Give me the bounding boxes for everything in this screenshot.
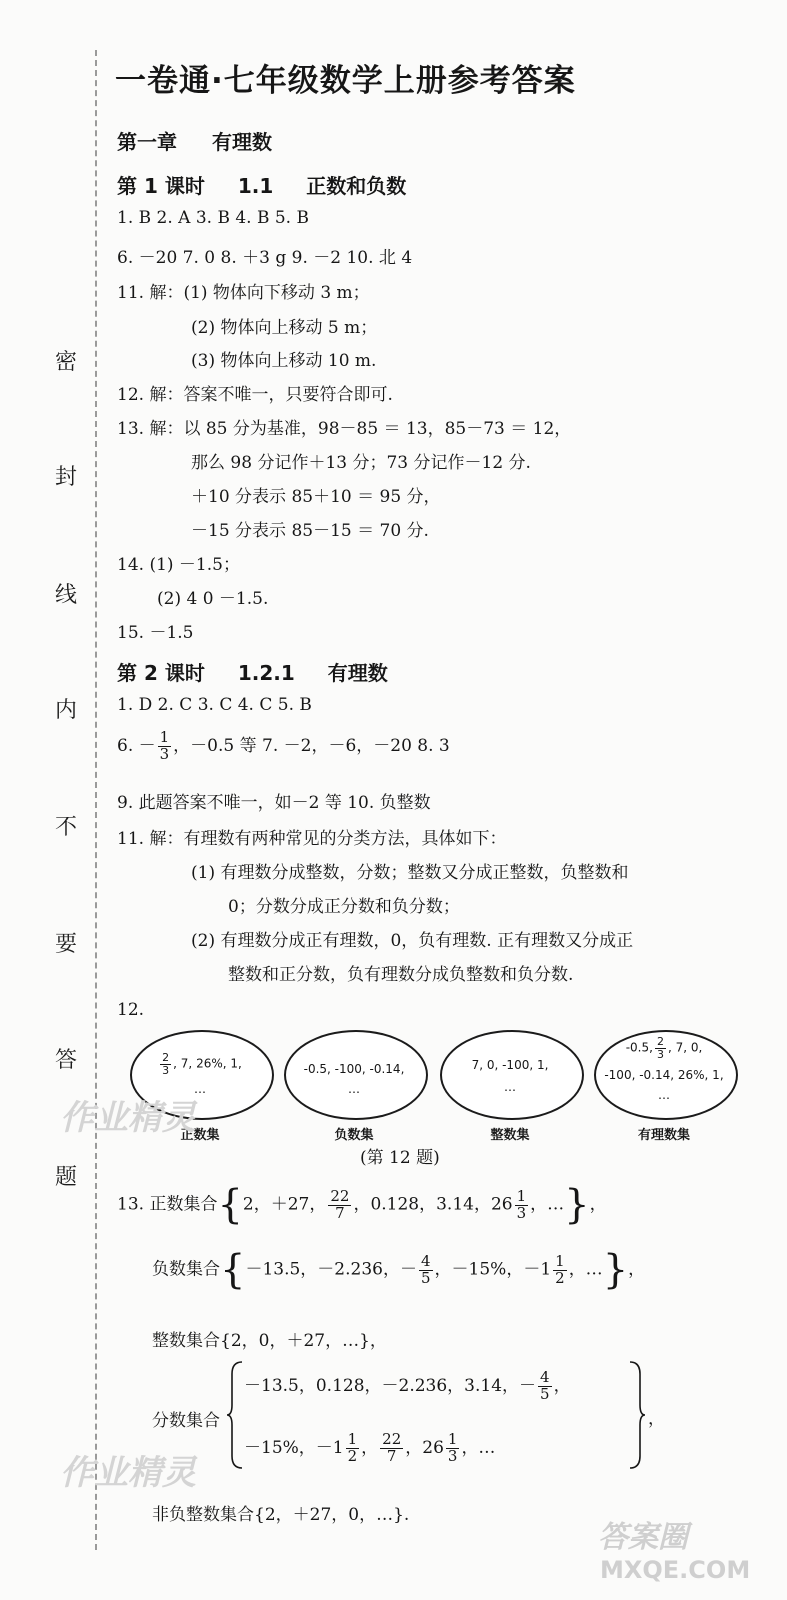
answer-line: 1. D 2. C 3. C 4. C 5. B xyxy=(117,695,312,715)
set-rational-line2: … xyxy=(658,1088,670,1102)
fraction xyxy=(655,1036,666,1060)
watermark-url: MXQE.COM xyxy=(600,1556,751,1584)
lesson1-name: 正数和负数 xyxy=(306,174,407,198)
set-text: 2，＋27， xyxy=(242,1194,327,1215)
set-ellipse-integer xyxy=(440,1030,584,1120)
set-positive-answer xyxy=(117,1182,607,1228)
set-nonneg-answer xyxy=(152,1500,409,1525)
fraction xyxy=(515,1186,529,1222)
set-label: 非负整数集合 xyxy=(152,1505,254,1525)
answer-line: 整数和正分数，负有理数分成负整数和负分数. xyxy=(228,965,574,985)
set-text: 2，＋27，0，… xyxy=(264,1505,394,1525)
set-integer-line1: 7, 0, -100, 1, xyxy=(471,1058,549,1072)
answer-line: (1) 有理数分成整数，分数；整数又分成正整数，负整数和 xyxy=(191,863,629,883)
set-text: , 7, 0, xyxy=(667,1040,703,1055)
set-fraction-row1 xyxy=(244,1370,571,1403)
brace-open: { xyxy=(220,1247,246,1293)
set-text: ， xyxy=(361,1437,379,1458)
set-positive-line2: … xyxy=(194,1082,206,1096)
seal-char: 内 xyxy=(54,698,77,723)
seal-char: 封 xyxy=(54,465,77,490)
fraction xyxy=(419,1251,433,1287)
answer-line: 11. 解：有理数有两种常见的分类方法，具体如下： xyxy=(117,829,507,849)
binding-line xyxy=(95,50,97,1550)
brace-open: { xyxy=(220,1331,231,1351)
numerator: 22 xyxy=(382,1430,402,1448)
denominator: 5 xyxy=(420,1268,431,1287)
lesson2-name: 有理数 xyxy=(327,661,388,685)
answer-line: 14. (1) －1.5； xyxy=(117,555,240,575)
numerator: 4 xyxy=(420,1251,431,1270)
seal-char: 题 xyxy=(54,1165,77,1190)
denominator: 3 xyxy=(162,1063,170,1077)
set-text: ， xyxy=(589,1194,607,1215)
tall-brace-close xyxy=(628,1360,646,1470)
lesson2-heading xyxy=(117,657,388,686)
answer-line: (2) 有理数分成正有理数，0，负有理数. 正有理数又分成正 xyxy=(191,931,634,951)
set-fraction-row2 xyxy=(244,1432,495,1465)
set-label: 整数集合 xyxy=(152,1331,220,1351)
fraction xyxy=(328,1186,351,1222)
answer-line xyxy=(117,730,450,763)
set-integer-line2: … xyxy=(504,1080,516,1094)
set-rational-line0 xyxy=(594,1036,734,1060)
brace-open: { xyxy=(217,1182,243,1228)
fraction xyxy=(553,1251,567,1287)
denominator: 3 xyxy=(159,744,170,763)
denominator: 7 xyxy=(386,1446,397,1465)
set-text: ，… xyxy=(461,1437,496,1458)
watermark-text: 作业精灵 xyxy=(60,1098,196,1138)
answer-line: 那么 98 分记作＋13 分；73 分记作－12 分. xyxy=(191,453,531,473)
answer-line: 13. 解：以 85 分为基准，98－85 ＝ 13，85－73 ＝ 12， xyxy=(117,419,572,439)
set-label-integer: 整数集 xyxy=(490,1128,530,1143)
set-text: －13.5，0.128，－2.236，3.14，－ xyxy=(244,1375,537,1396)
fraction xyxy=(346,1432,360,1465)
fraction xyxy=(380,1432,403,1465)
answer-line: 6. －20 7. 0 8. ＋3 g 9. －2 10. 北 4 xyxy=(117,248,413,268)
answer-line: 0；分数分成正分数和负分数； xyxy=(228,897,460,917)
set-text: ， xyxy=(628,1259,646,1280)
answer-line: ＋10 分表示 85＋10 ＝ 95 分， xyxy=(191,487,441,507)
fraction xyxy=(446,1432,460,1465)
numerator: 2 xyxy=(162,1051,170,1064)
numerator: 1 xyxy=(159,728,170,746)
answer-line: (2) 物体向上移动 5 m； xyxy=(191,318,378,338)
set-text: ， xyxy=(553,1375,571,1396)
lesson2-label: 第 2 课时 xyxy=(117,661,205,685)
set-integer-answer xyxy=(152,1326,387,1351)
set-label-positive: 正数集 xyxy=(180,1128,220,1143)
chapter-name: 有理数 xyxy=(211,130,272,154)
fraction xyxy=(158,730,172,763)
seal-char: 答 xyxy=(54,1048,77,1073)
denominator: 7 xyxy=(335,1203,345,1222)
set-text: ，… xyxy=(530,1194,565,1215)
lesson2-number: 1.2.1 xyxy=(237,661,295,685)
watermark-logo-text: 答案圈 xyxy=(598,1520,688,1555)
set-text: ，0.128，3.14，26 xyxy=(353,1194,513,1215)
denominator: 3 xyxy=(447,1446,458,1465)
brace-close: } xyxy=(393,1505,404,1525)
set-text: ，－15%，－1 xyxy=(434,1259,552,1280)
set-text: . xyxy=(403,1505,410,1525)
set-label-negative: 负数集 xyxy=(334,1128,374,1143)
fraction xyxy=(538,1370,552,1403)
brace-close: } xyxy=(602,1247,629,1293)
seal-char: 不 xyxy=(54,815,77,840)
set-text: －15%，－1 xyxy=(244,1437,344,1458)
seal-char: 要 xyxy=(54,932,77,957)
set-label-rational: 有理数集 xyxy=(637,1128,690,1143)
set-label: 负数集合 xyxy=(152,1259,220,1280)
set-positive-line1 xyxy=(140,1052,260,1076)
lesson1-heading xyxy=(117,170,406,199)
tall-brace-open xyxy=(226,1360,244,1470)
answer-line: －15 分表示 85－15 ＝ 70 分. xyxy=(191,521,429,541)
set-text: -0.5, xyxy=(625,1040,653,1055)
answer-line: (3) 物体向上移动 10 m. xyxy=(191,351,377,371)
answer-line: (2) 4 0 －1.5. xyxy=(157,589,269,609)
denominator: 5 xyxy=(540,1384,550,1403)
set-negative-line1: -0.5, -100, -0.14, xyxy=(303,1062,405,1076)
watermark-text: 作业精灵 xyxy=(60,1453,196,1493)
seal-char: 密 xyxy=(54,350,77,375)
brace-close: } xyxy=(564,1182,590,1228)
brace-open: { xyxy=(254,1505,265,1525)
answer-line: 1. B 2. A 3. B 4. B 5. B xyxy=(117,208,309,228)
numerator: 22 xyxy=(330,1186,350,1205)
set-text: －13.5，－2.236，－ xyxy=(245,1259,417,1280)
page-title: 一卷通·七年级数学上册参考答案 xyxy=(115,63,576,99)
set-text: 2，0，＋27，… xyxy=(230,1331,360,1351)
answer-line: 12. xyxy=(117,1000,145,1020)
set-fraction-comma: ， xyxy=(648,1409,665,1429)
set-text: ， xyxy=(369,1331,387,1351)
set-label: 13. 正数集合 xyxy=(117,1194,218,1215)
numerator: 1 xyxy=(516,1186,527,1205)
numerator: 4 xyxy=(540,1368,550,1386)
lesson1-number: 1.1 xyxy=(237,174,274,198)
set-text: , 7, 26%, 1, xyxy=(173,1056,242,1071)
set-text: ，… xyxy=(568,1259,603,1280)
denominator: 3 xyxy=(656,1047,664,1061)
set-fraction-label: 分数集合 xyxy=(152,1411,220,1431)
chapter-label: 第一章 xyxy=(117,130,177,154)
set-negative-answer xyxy=(152,1247,646,1293)
answer-line: 12. 解：答案不唯一，只要符合即可. xyxy=(117,385,393,405)
answer-text: ，－0.5 等 7. －2，－6，－20 8. 3 xyxy=(173,735,450,756)
answer-text: 6. － xyxy=(117,735,156,756)
set-text: ，26 xyxy=(405,1437,444,1458)
numerator: 1 xyxy=(347,1430,358,1448)
set-negative-line2: … xyxy=(348,1082,360,1096)
numerator: 2 xyxy=(656,1035,664,1048)
denominator: 2 xyxy=(555,1268,565,1287)
set-rational-line1: -100, -0.14, 26%, 1, xyxy=(604,1068,724,1082)
answer-line: 11. 解：(1) 物体向下移动 3 m； xyxy=(117,283,370,303)
fraction xyxy=(160,1052,171,1076)
seal-char: 线 xyxy=(54,583,77,608)
answer-line: 9. 此题答案不唯一，如－2 等 10. 负整数 xyxy=(117,793,431,813)
figure-caption: (第 12 题) xyxy=(360,1148,440,1168)
brace-close: } xyxy=(359,1331,370,1351)
denominator: 2 xyxy=(347,1446,358,1465)
chapter-heading xyxy=(117,126,272,155)
answer-line: 15. －1.5 xyxy=(117,623,194,643)
numerator: 1 xyxy=(447,1430,458,1448)
lesson1-label: 第 1 课时 xyxy=(117,174,205,198)
numerator: 1 xyxy=(555,1251,565,1270)
denominator: 3 xyxy=(516,1203,527,1222)
